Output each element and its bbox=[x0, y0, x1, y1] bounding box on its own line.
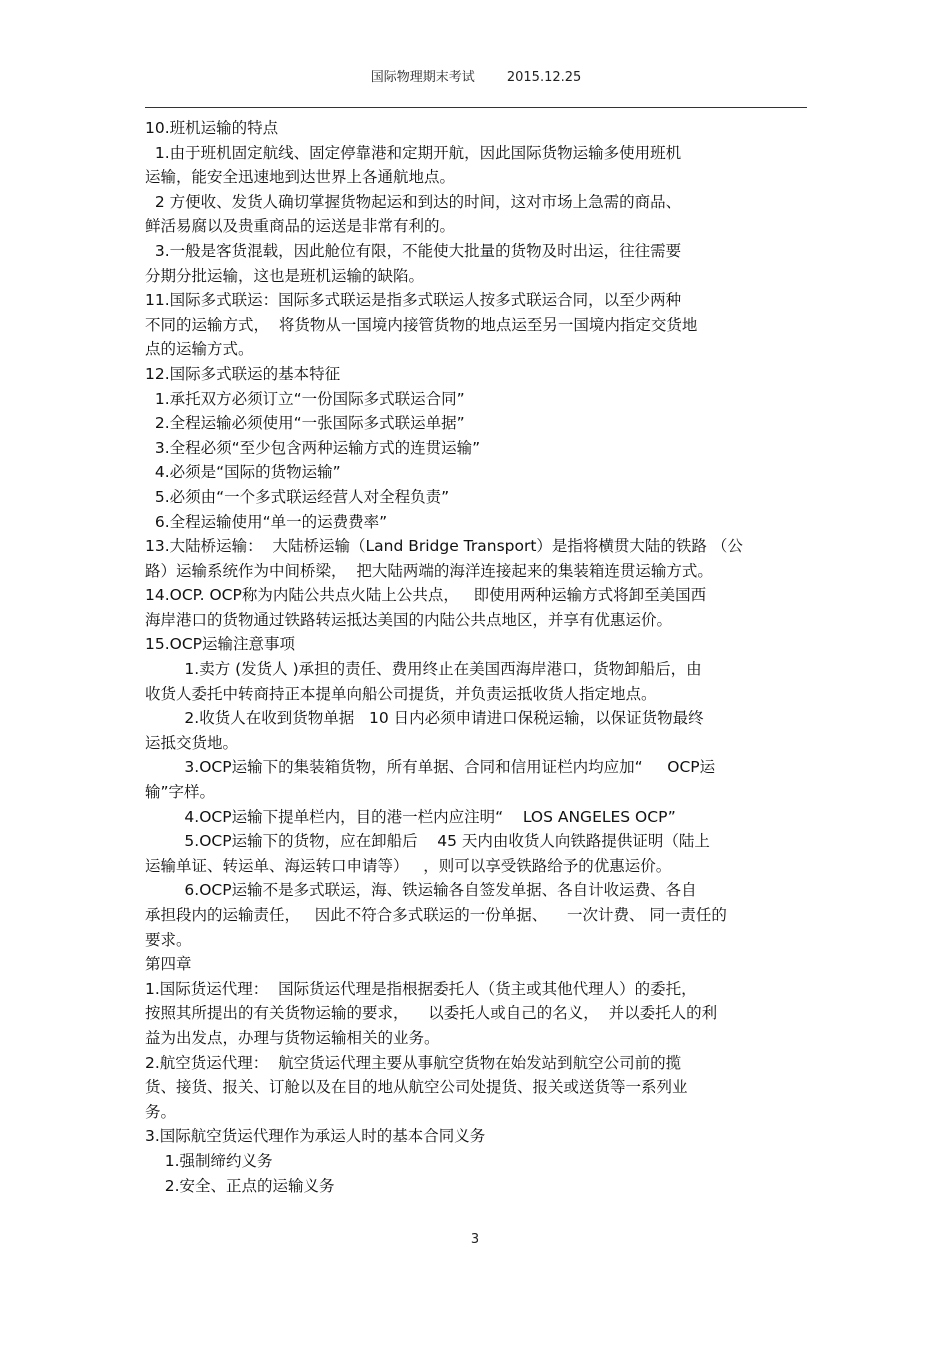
text-line: 鲜活易腐以及贵重商品的运送是非常有利的。 bbox=[145, 217, 456, 236]
text-line: 4.OCP运输下提单栏内，目的港一栏内应注明“ LOS ANGELES OCP” bbox=[145, 807, 676, 826]
text-line: 2 方便收、发货人确切掌握货物起运和到达的时间，这对市场上急需的商品、 bbox=[145, 192, 682, 211]
text-line: 2.安全、正点的运输义务 bbox=[145, 1176, 335, 1195]
text-line: 按照其所提出的有关货物运输的要求， 以委托人或自己的名义， 并以委托人的利 bbox=[145, 1004, 718, 1023]
text-line: 11.国际多式联运：国际多式联运是指多式联运人按多式联运合同，以至少两种 bbox=[145, 291, 682, 310]
text-line: 14.OCP. OCP称为内陆公共点火陆上公共点， 即使用两种运输方式将卸至美国西 bbox=[145, 586, 707, 605]
text-line: 1.承托双方必须订立“一份国际多式联运合同” bbox=[145, 389, 465, 408]
text-line: 输”字样。 bbox=[145, 783, 216, 802]
text-line: 1.强制缔约义务 bbox=[145, 1151, 273, 1170]
text-line: 货、接货、报关、订舱以及在目的地从航空公司处提货、报关或送货等一系列业 bbox=[145, 1078, 688, 1097]
text-line: 运输，能安全迅速地到达世界上各通航地点。 bbox=[145, 168, 456, 187]
text-line: 1.由于班机固定航线、固定停靠港和定期开航，因此国际货物运输多使用班机 bbox=[145, 143, 682, 162]
text-line: 3.全程必须“至少包含两种运输方式的连贯运输” bbox=[145, 438, 481, 457]
text-line: 1.国际货运代理： 国际货运代理是指根据委托人（货主或其他代理人）的委托， bbox=[145, 979, 697, 998]
text-line: 3.国际航空货运代理作为承运人时的基本合同义务 bbox=[145, 1127, 486, 1146]
text-line: 5.OCP运输下的货物，应在卸船后 45 天内由收货人向铁路提供证明（陆上 bbox=[145, 832, 710, 851]
text-line: 15.OCP运输注意事项 bbox=[145, 635, 296, 654]
text-line: 10.班机运输的特点 bbox=[145, 119, 279, 137]
text-line: 6.OCP运输不是多式联运，海、铁运输各自签发单据、各自计收运费、各自 bbox=[145, 881, 697, 900]
text-line: 2.全程运输必须使用“一张国际多式联运单据” bbox=[145, 414, 465, 433]
text-line: 4.必须是“国际的货物运输” bbox=[145, 463, 341, 482]
header-title: 国际物理期末考试 bbox=[370, 70, 475, 85]
text-line: 12.国际多式联运的基本特征 bbox=[145, 364, 341, 383]
text-line: 5.必须由“一个多式联运经营人对全程负责” bbox=[145, 487, 450, 506]
text-line: 第四章 bbox=[145, 955, 192, 974]
text-line: 承担段内的运输责任， 因此不符合多式联运的一份单据、 一次计费、 同一责任的 bbox=[145, 906, 727, 924]
text-line: 收货人委托中转商持正本提单向船公司提货，并负责运抵收货人指定地点。 bbox=[145, 684, 657, 703]
header-rule bbox=[145, 107, 807, 108]
text-line: 务。 bbox=[145, 1102, 177, 1121]
text-line: 运抵交货地。 bbox=[145, 733, 239, 752]
text-line: 3.一般是客货混载，因此舱位有限，不能使大批量的货物及时出运，往往需要 bbox=[145, 241, 682, 260]
text-line: 2.收货人在收到货物单据 10 日内必须申请进口保税运输，以保证货物最终 bbox=[145, 709, 704, 728]
text-line: 3.OCP运输下的集装箱货物，所有单据、合同和信用证栏内均应加“ OCP运 bbox=[145, 758, 716, 777]
text-line: 分期分批运输，这也是班机运输的缺陷。 bbox=[145, 266, 425, 285]
header-date: 2015.12.25 bbox=[506, 70, 582, 85]
text-line: 要求。 bbox=[145, 930, 192, 949]
document-body bbox=[145, 116, 813, 1198]
text-line: 路）运输系统作为中间桥梁， 把大陆两端的海洋连接起来的集装箱连贯运输方式。 bbox=[145, 561, 713, 580]
text-line: 运输单证、转运单、海运转口申请等） ，则可以享受铁路给予的优惠运价。 bbox=[145, 856, 672, 875]
text-line: 13.大陆桥运输： 大陆桥运输（Land Bridge Transport）是指将横贯大陆的铁路 （公 bbox=[145, 537, 743, 556]
text-line: 不同的运输方式， 将货物从一国境内接管货物的地点运至另一国境内指定交货地 bbox=[145, 315, 698, 334]
text-line: 2.航空货运代理： 航空货运代理主要从事航空货物在始发站到航空公司前的揽 bbox=[145, 1053, 682, 1072]
text-line: 1.卖方 (发货人 )承担的责任、费用终止在美国西海岸港口，货物卸船后，由 bbox=[145, 660, 702, 679]
page-header bbox=[145, 66, 807, 85]
text-line: 益为出发点，办理与货物运输相关的业务。 bbox=[145, 1028, 440, 1047]
text-line: 6.全程运输使用“单一的运费费率” bbox=[145, 512, 388, 531]
page-number: 3 bbox=[470, 1232, 480, 1247]
text-line: 点的运输方式。 bbox=[145, 340, 254, 359]
text-line: 海岸港口的货物通过铁路转运抵达美国的内陆公共点地区，并享有优惠运价。 bbox=[145, 610, 673, 629]
